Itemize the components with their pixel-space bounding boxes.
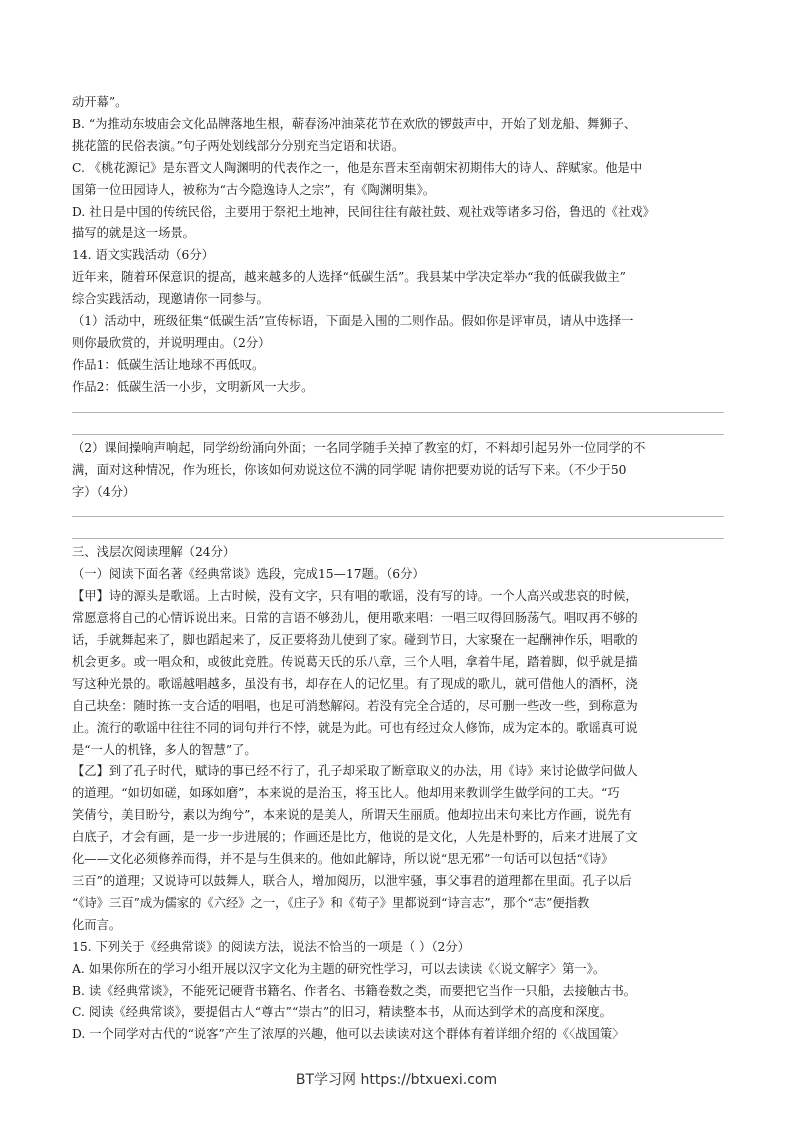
question-15-stem: A. 如果你所在的学习小组开展以汉字文化为主题的研究性学习，可以去读读《〈说文解字〉第一》。	[72, 961, 606, 976]
text-line: 化——文化必须修养而得，并不是与生俱来的。他如此解诗，所以说“思无邪”一句话可以包括“《诗》	[72, 852, 614, 867]
text-line: 机会更多。或一唱众和，或彼此竞胜。传说葛天氏的乐八章，三个人唱，拿着牛尾，踏着脚，似乎就是描	[72, 654, 638, 669]
text-line: （一）阅读下面名著《经典常谈》选段，完成15—17题。（6分）	[72, 567, 425, 582]
text-line: C. 《桃花源记》是东晋文人陶渊明的代表作之一，他是东晋末至南朝宋初期伟大的诗人、辞赋家。他是中	[72, 160, 643, 175]
text-line: D. 社日是中国的传统民俗，主要用于祭祀土地神，民间往往有敲社鼓、观社戏等诸多习俗，鲁迅的《社戏》	[72, 204, 655, 219]
page-footer: BT学习网 https://btxuexi.com	[295, 1072, 498, 1088]
text-line: 【甲】诗的源头是歌谣。上古时候，没有文字，只有唱的歌谣，没有写的诗。一个人高兴或悲哀的时候，	[72, 589, 638, 604]
option-a: B. 读《经典常谈》，不能死记硬背书籍名、作者名、书籍卷数之类，而要把它当作一只船，去接触古书。	[72, 983, 637, 998]
text-line: 满，面对这种情况，作为班长，你该如何劝说这位不满的同学呢 请你把要劝说的话写下来。（不少于50	[72, 462, 627, 477]
text-line: 白底子，才会有画，是一步一步进展的；作画还是比方，他说的是文化，人先是朴野的，后来才进展了文	[72, 830, 638, 845]
text-line: 的道理。“如切如磋，如琢如磨”，本来说的是治玉，将玉比人。他却用来教训学生做学问的工夫。“巧	[72, 786, 620, 801]
text-line: 作品2：低碳生活一小步，文明新风一大步。	[72, 379, 314, 394]
text-line: 动开幕”。	[72, 95, 128, 109]
text-line: 15. 下列关于《经典常谈》的阅读方法，说法不恰当的一项是（ ）（2分）	[72, 939, 470, 954]
text-line: 作品1：低碳生活让地球不再低叹。	[72, 357, 265, 372]
option-c: D. 一个同学对古代的“说客”产生了浓厚的兴趣，他可以去读读对这个群体有着详细介绍的《〈战国策〉	[72, 1027, 625, 1042]
option-b: C. 阅读《经典常谈》，要提倡古人“尊古”“崇古”的旧习，精读整本书，从而达到学术的高度和深度。	[72, 1005, 612, 1020]
question-14-heading: 14. 语文实践活动（6分）	[72, 248, 214, 263]
text-line: 国第一位田园诗人，被称为“古今隐逸诗人之宗”，有《陶渊明集》。	[72, 182, 436, 197]
text-line: 描写的就是这一场景。	[72, 226, 195, 241]
document-body	[72, 92, 724, 1046]
section-heading: 三、浅层次阅读理解（24分）	[72, 545, 236, 560]
text-line: 话，手就舞起来了，脚也蹈起来了，反正要将劲儿使到了家。碰到节日，大家聚在一起酬神作乐，唱歌的	[72, 633, 638, 648]
text-line: （2）课间操响声响起，同学纷纷涌向外面；一名同学随手关掉了教室的灯，不料却引起另外一位同学的不	[72, 440, 646, 455]
text-line: 化而言。	[72, 917, 122, 932]
text-line: 【乙】到了孔子时代，赋诗的事已经不行了，孔子却采取了断章取义的办法，用《诗》来讨论做学问做人	[72, 764, 638, 779]
text-line: 常愿意将自己的心情诉说出来。日常的言语不够劲儿，便用歌来唱：一唱三叹得回肠荡气。唱叹再不够的	[72, 611, 638, 626]
text-line: 综合实践活动，现邀请你一同参与。	[72, 292, 269, 307]
text-line: 止。流行的歌谣中往往不同的词句并行不悖，就是为此。可也有经过众人修饰，成为定本的。歌谣真可说	[72, 720, 638, 735]
text-line: 笑倩兮，美目盼兮，素以为绚兮”，本来说的是美人，所谓天生丽质。他却拉出末句来比方作画，说先有	[72, 808, 632, 823]
text-line: B. “为推动东坡庙会文化品牌落地生根，蕲春汤冲油菜花节在欢欣的锣鼓声中，开始了划龙船、舞狮子、	[72, 116, 637, 131]
text-line: 挑花篮的民俗表演。”句子两处划线部分分别充当定语和状语。	[72, 138, 405, 153]
text-line: 写这种光景的。歌谣越唱越多，虽没有书，却存在人的记忆里。有了现成的歌儿，就可借他人的酒杯，浇	[72, 676, 638, 691]
text-line: 则你最欣赏的，并说明理由。（2分）	[72, 335, 271, 350]
text-line: 字）（4分）	[72, 484, 136, 499]
text-line: 自己块垒：随时拣一支合适的唱唱，也足可消愁解闷。若没有完全合适的，尽可删一些改一些，到称意为	[72, 698, 638, 713]
text-line: 近年来，随着环保意识的提高，越来越多的人选择“低碳生活”。我县某中学决定举办“我的低碳我做主”	[72, 270, 626, 285]
text-line: “《诗》三百”成为儒家的《六经》之一，《庄子》和《荀子》里都说到“诗言志”，那个“志”便指教	[72, 895, 590, 910]
text-line: （1）活动中，班级征集“低碳生活”宣传标语，下面是入围的二则作品。假如你是评审员，请从中选择一	[72, 314, 634, 329]
text-line: 是“一人的机锋，多人的智慧”了。	[72, 742, 257, 757]
text-line: 三百”的道理；又说诗可以鼓舞人，联合人，增加阅历，以泄牢骚，事父事君的道理都在里面。孔子以后	[72, 874, 632, 888]
